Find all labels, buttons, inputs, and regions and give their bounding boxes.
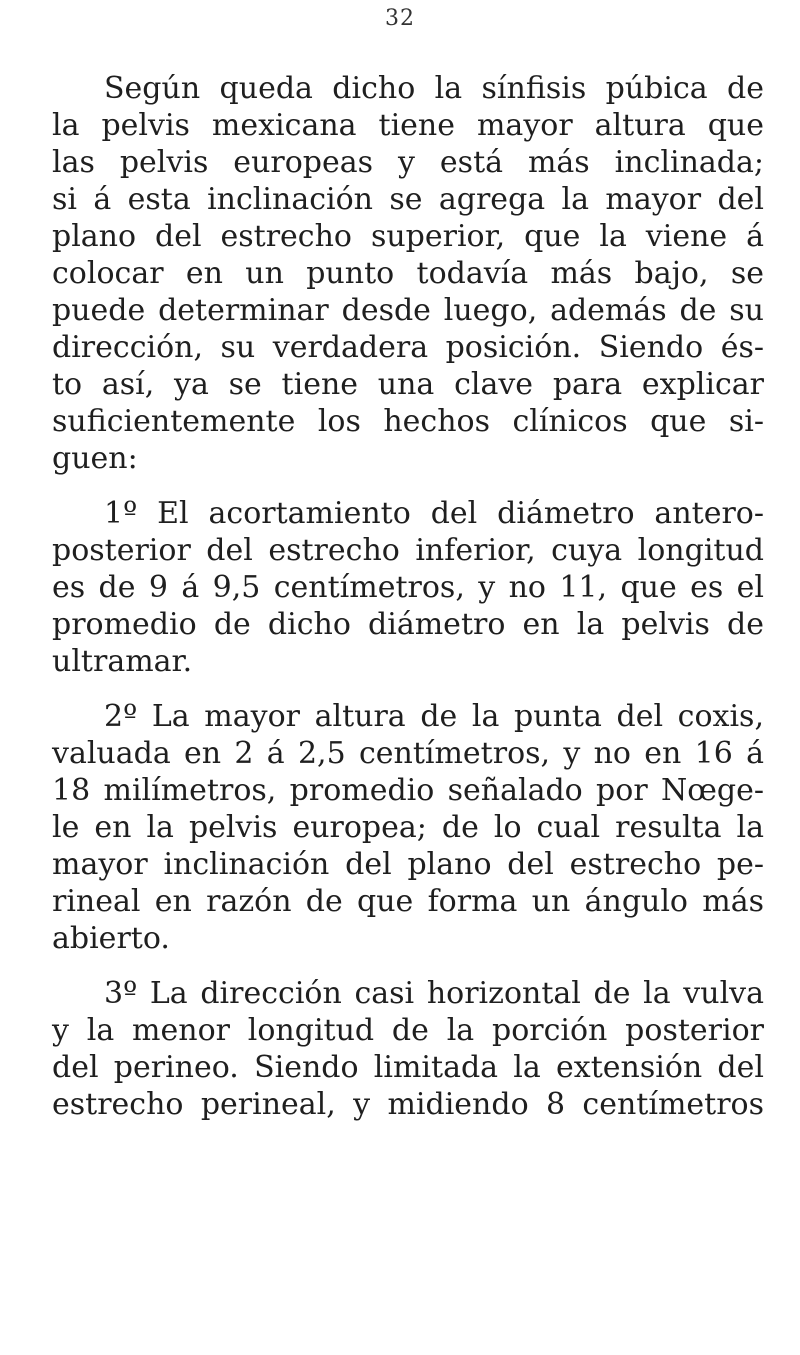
text-line: 2º La mayor altura de la punta del coxis, xyxy=(104,699,764,734)
text-line: posterior del estrecho inferior, cuya longitud xyxy=(52,533,764,568)
text-line: 18 milímetros, promedio señalado por Nœge- xyxy=(52,773,764,808)
page-number: 32 xyxy=(385,6,415,31)
text-line: ultramar. xyxy=(52,644,193,679)
text-line: las pelvis europeas y está más inclinada; xyxy=(52,145,764,180)
text-line: mayor inclinación del plano del estrecho pe- xyxy=(52,847,764,882)
text-line: si á esta inclinación se agrega la mayor del xyxy=(52,182,764,217)
text-line: puede determinar desde luego, además de su xyxy=(52,293,764,328)
text-line: promedio de dicho diámetro en la pelvis de xyxy=(52,607,764,642)
text-line: dirección, su verdadera posición. Siendo és- xyxy=(52,330,764,365)
text-line: rineal en razón de que forma un ángulo más xyxy=(52,884,764,919)
text-line: suficientemente los hechos clínicos que si- xyxy=(52,404,764,439)
text-line: 3º La dirección casi horizontal de la vulva xyxy=(104,976,764,1011)
text-line: es de 9 á 9,5 centímetros, y no 11, que es el xyxy=(52,570,764,605)
paragraph xyxy=(52,70,764,477)
text-line: estrecho perineal, y midiendo 8 centímetros xyxy=(52,1087,764,1122)
text-line: del perineo. Siendo limitada la extensión del xyxy=(52,1050,764,1085)
text-line: valuada en 2 á 2,5 centímetros, y no en 16 á xyxy=(52,736,764,771)
text-line: 1º El acortamiento del diámetro antero- xyxy=(104,496,764,531)
text-line: la pelvis mexicana tiene mayor altura que xyxy=(52,108,764,143)
text-line: abierto. xyxy=(52,921,170,956)
paragraph xyxy=(52,975,764,1123)
text-line: y la menor longitud de la porción posterior xyxy=(52,1013,764,1048)
text-line: colocar en un punto todavía más bajo, se xyxy=(52,256,764,291)
body-text xyxy=(52,70,764,1123)
text-line: Según queda dicho la sínfisis púbica de xyxy=(104,71,764,106)
text-line: le en la pelvis europea; de lo cual resulta la xyxy=(52,810,764,845)
text-line: guen: xyxy=(52,441,138,476)
paragraph xyxy=(52,698,764,957)
text-line: to así, ya se tiene una clave para explicar xyxy=(52,367,764,402)
paragraph xyxy=(52,495,764,680)
text-line: plano del estrecho superior, que la viene á xyxy=(52,219,764,254)
